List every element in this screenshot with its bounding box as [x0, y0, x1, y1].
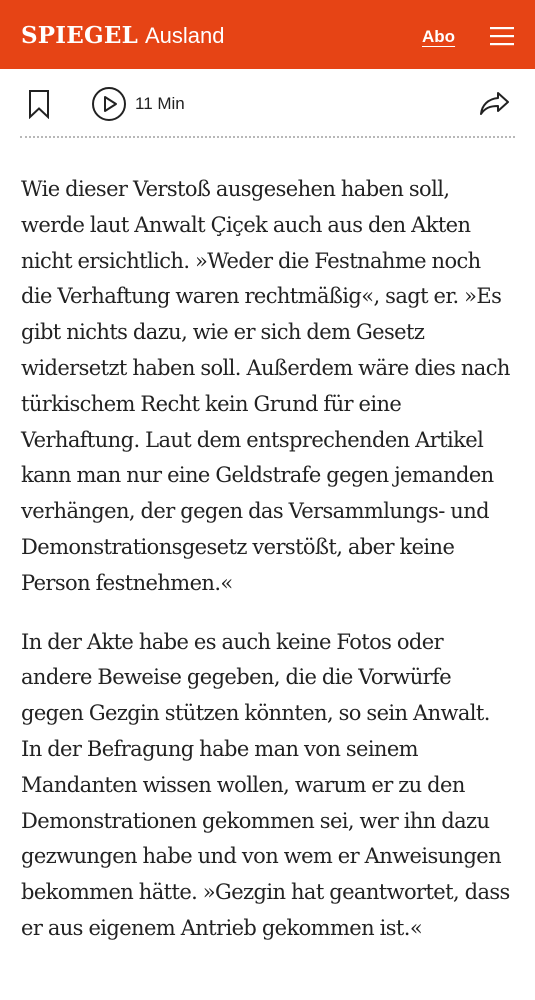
bookmark-icon[interactable] [26, 89, 52, 119]
section-title[interactable]: Ausland [144, 23, 225, 48]
spiegel-logo[interactable]: SPIEGEL [21, 22, 138, 49]
article-toolbar [0, 69, 535, 139]
audio-duration[interactable]: 11 Min [135, 94, 185, 113]
hamburger-menu-icon[interactable] [487, 24, 517, 48]
abo-link[interactable]: Abo [422, 27, 456, 46]
site-header [0, 0, 535, 69]
play-icon[interactable] [91, 86, 127, 122]
article-paragraph: Wie dieser Verstoß ausgesehen haben soll, werde laut Anwalt Çiçek auch aus den Akten nicht ersichtlich. »Weder die Festnahme noch die Verhaftung waren rechtmäßig«, sagt er. »Es gibt nichts dazu, wie er sich dem Gesetz widersetzt haben soll. Außerdem wäre dies nach türkischem Recht kein Grund für eine Verhaftung. Laut dem entsprechenden Artikel kann man nur eine Geldstrafe gegen jemanden verhängen, der gegen das Versammlungs- und Demonstrationsgesetz verstößt, aber keine Person festnehmen.« [21, 177, 510, 595]
article-body [21, 172, 516, 947]
article-paragraph: In der Akte habe es auch keine Fotos oder andere Beweise gegeben, die die Vorwürfe gegen Gezgin stützen könnten, so sein Anwalt. In der Befragung habe man von seinem Mandanten wissen wollen, warum er zu den Demonstrationen gekommen sei, wer ihn dazu gezwungen habe und von wem er Anweisungen bekommen hätte. »Gezgin hat geantwortet, dass er aus eigenem Antrieb gekommen ist.« [21, 629, 510, 940]
toolbar-divider [20, 136, 515, 138]
share-icon[interactable] [479, 89, 511, 117]
brand[interactable] [21, 22, 224, 50]
